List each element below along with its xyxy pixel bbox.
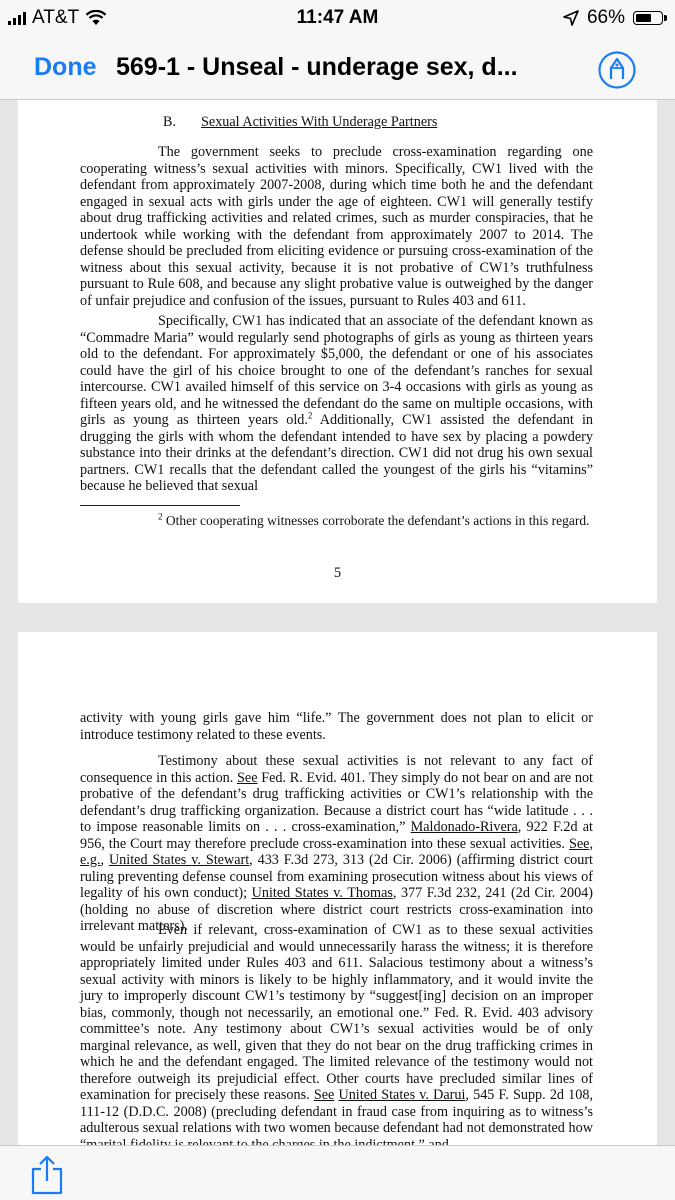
section-heading: B. Sexual Activities With Underage Partners bbox=[163, 114, 438, 130]
share-icon[interactable] bbox=[29, 1155, 65, 1195]
carrier-label: AT&T bbox=[32, 7, 80, 28]
page-number: 5 bbox=[333, 565, 342, 581]
footnote-marker: 2 bbox=[307, 410, 313, 421]
pdf-page-5 bbox=[18, 100, 657, 603]
paragraph: Testimony about these sexual activities is not relevant to any fact of consequence in this action. See Fed. R. Evid. 401. They simply do not bear on and are not probative of the defendant’s drug trafficking activities or CW1’s relationship with the defendant’s drug trafficking organization. Because a district court has “wide latitude . . . to impose reasonable limits on . . . cross-examination,” Maldonado-Rivera, 922 F.2d at 956, the Court may therefore preclude cross-examination into these sexual activities. See, e.g., United States v. Stewart, 433 F.3d 273, 313 (2d Cir. 2006) (affirming district court ruling preventing defense counsel from examining prosecution witness about his views of legality of his own conduct); United States v. Thomas, 377 F.3d 232, 241 (2d Cir. 2004) (holding no abuse of discretion where district court restricts cross-examination into irrelevant matters). bbox=[80, 753, 593, 934]
status-bar bbox=[0, 0, 675, 38]
bottom-toolbar bbox=[0, 1145, 675, 1200]
navigation-bar bbox=[0, 38, 675, 100]
footnote: $^2$ Other cooperating witnesses corroborate the defendant’s actions in this regard. bbox=[158, 511, 590, 528]
paragraph: activity with young girls gave him “life.” The government does not plan to elicit or introduce testimony related to these events. bbox=[80, 710, 593, 743]
wifi-icon bbox=[85, 10, 107, 26]
paragraph: Even if relevant, cross-examination of CW1 as to these sexual activities would be unfairly prejudicial and would unnecessarily harass the witness; it is therefore appropriately limited under Rules 403 and 611. Salacious testimony about a witness’s sexual activity with minors is likely to be highly inflammatory, and it would invite the jury to improperly discount CW1’s testimony by “suggest[ing] decision on an improper bias, commonly, though not necessarily, an emotional one.” Fed. R. Evid. 403 advisory committee’s note. Any testimony about CW1’s sexual activities would be of only marginal relevance, as well, given that they do not bear on the drug trafficking crimes in which he and the defendant engaged. The limited relevance of the testimony would not therefore outweigh its prejudicial effect. Other courts have precluded similar lines of examination for precisely these reasons. See United States v. Darui, 545 F. Supp. 2d 108, 111-12 (D.D.C. 2008) (precluding defendant in fraud case from inquiring as to witness’s adulterous sexual relations with two women because defendant had not demonstrated how bbox=[80, 922, 593, 1136]
battery-level-fill bbox=[636, 14, 651, 22]
paragraph: Specifically, CW1 has indicated that an associate of the defendant known as “Commadre Maria” would regularly send photographs of girls as young as thirteen years old to the defendant. For approximately $5,000, the defendant or one of his associates could have the girl of his choice brought to one of the defendant’s ranches for sexual intercourse. CW1 availed himself of this service on 3-4 occasions with girls as young as fifteen years old, and he witnessed the defendant do the same on multiple occasions, with girls as young as thirteen years old.$^2$ Additionally, CW1 assisted the defendant in drugging the girls with whom the defendant intended to have sex by placing a powdery substance into their drinks at the defendant’s direction. CW1 did not drug his own sexual partners. CW1 recalls that the defendant called the youngest of the girls his “vitamins” because he believed that sexual bbox=[80, 313, 593, 494]
battery-percent: 66% bbox=[586, 7, 625, 28]
document-title: 569-1 - Unseal - underage sex, d... bbox=[116, 53, 518, 81]
clock-time: 11:47 AM bbox=[296, 7, 379, 28]
cellular-signal-icon bbox=[8, 11, 26, 25]
done-button[interactable]: Done bbox=[34, 53, 97, 81]
footnote-divider bbox=[80, 505, 240, 506]
paragraph: The government seeks to preclude cross-examination regarding one cooperating witness’s sexual activities with minors. Specifically, CW1 lived with the defendant from approximately 2007-2008, during which time both he and the defendant engaged in sexual acts with girls under the age of eighteen. CW1 will generally testify about drug trafficking activities and related crimes, such as murder conspiracies, that he undertook while working with the defendant from approximately 2007 to 2014. The defense should be precluded from eliciting evidence or pursuing cross-examination of the witness about this sexual activity, because it is not probative of CW1’s truthfulness pursuant to Rule 608, and because any slight probative value is outweighed by the danger of unfair prejudice and confusion of the issues, pursuant to Rules 403 and 611. bbox=[80, 144, 593, 309]
markup-pen-icon[interactable] bbox=[597, 50, 637, 90]
battery-icon bbox=[633, 11, 663, 25]
pdf-page-6 bbox=[18, 632, 657, 1145]
location-arrow-icon bbox=[563, 10, 579, 26]
